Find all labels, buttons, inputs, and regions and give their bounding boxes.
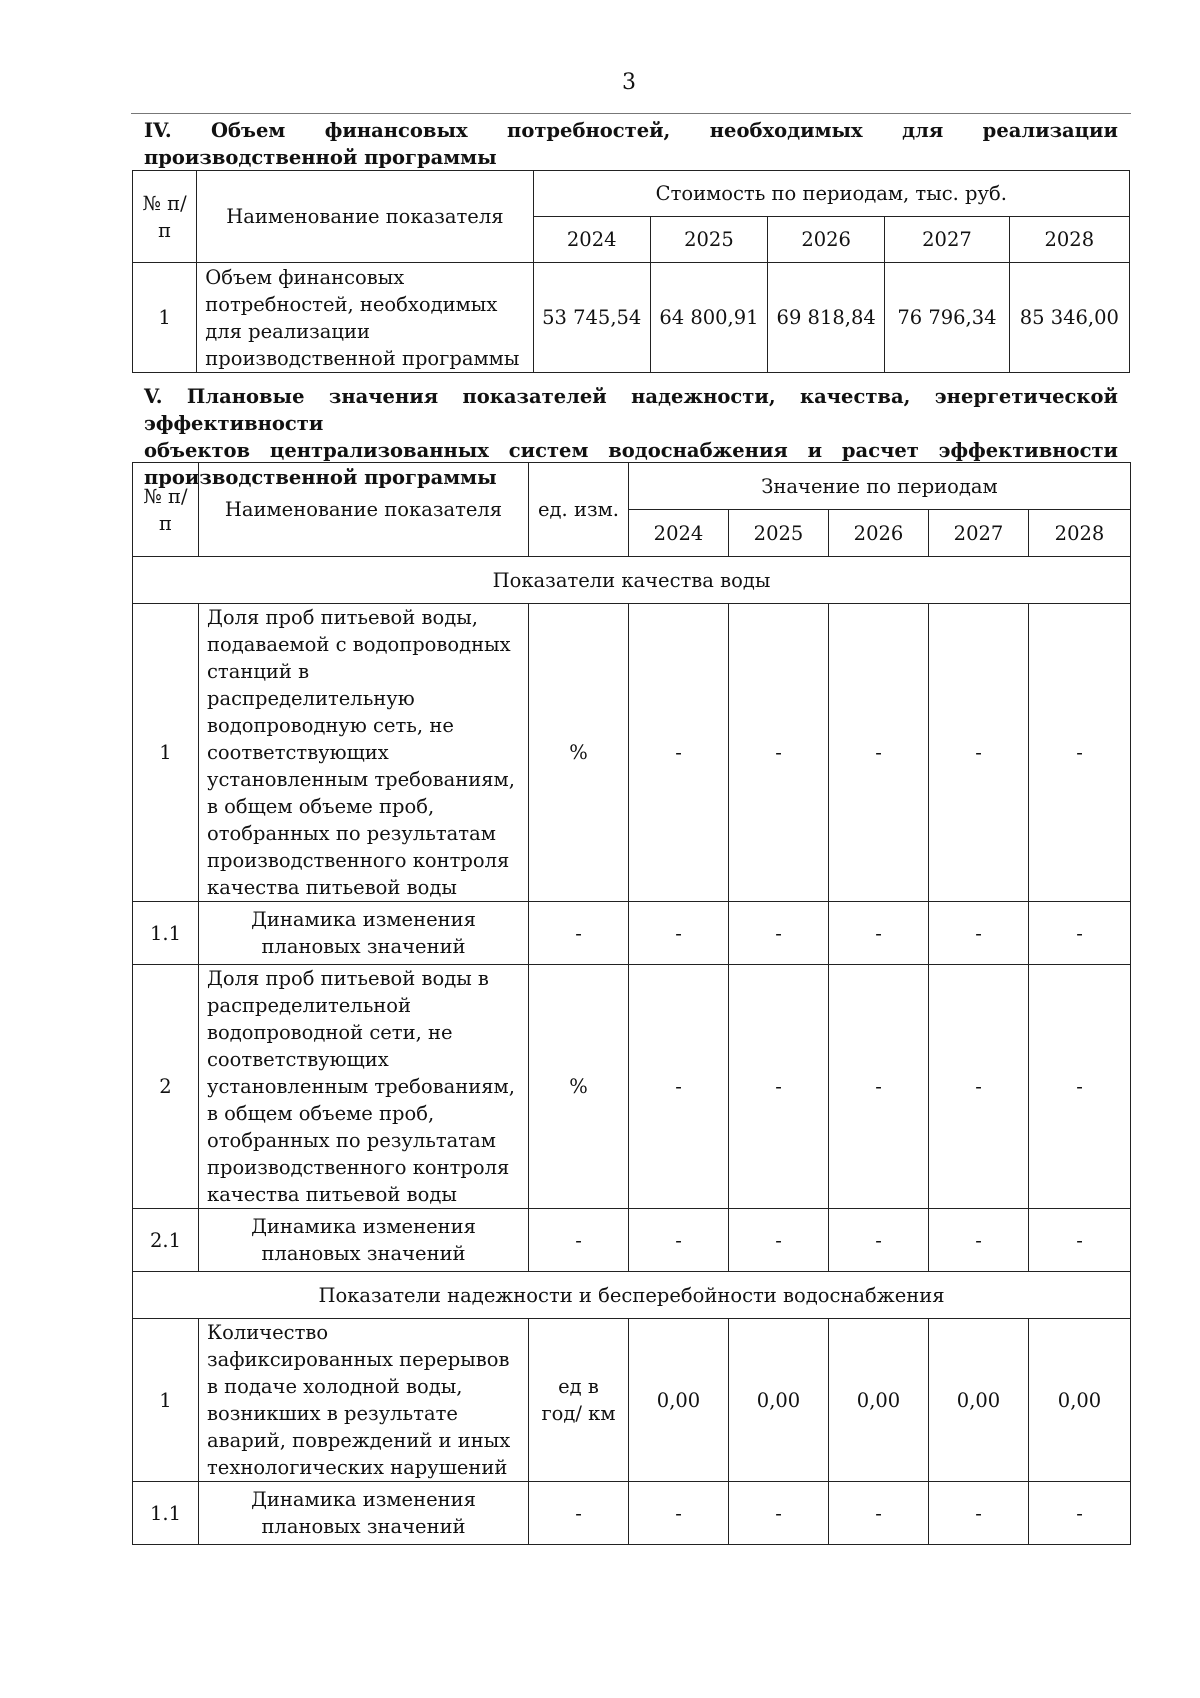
row-unit: - (529, 1209, 629, 1272)
page-number: 3 (622, 70, 636, 95)
row-value: - (929, 965, 1029, 1209)
row-name: Доля проб питьевой воды в распределительной водопроводной сети, не соответствующих установленным требованиям, в общем объеме проб, отобранных по результатам производственного контроля качества питьевой воды (199, 965, 529, 1209)
row-value: - (929, 1482, 1029, 1545)
row-value: - (929, 604, 1029, 902)
row-value: - (1029, 1209, 1131, 1272)
row-num: 1 (133, 1319, 199, 1482)
table-row (133, 1482, 1131, 1545)
section-5-title-line3: производственной программы (144, 466, 497, 489)
row-value: - (929, 902, 1029, 965)
row-value: 53 745,54 (533, 263, 650, 373)
row-value: - (629, 1209, 729, 1272)
row-value: - (729, 1482, 829, 1545)
indicators-table (132, 462, 1131, 1545)
row-name: Динамика изменения плановых значений (199, 902, 529, 965)
header-year: 2027 (885, 217, 1009, 263)
row-value: - (729, 1209, 829, 1272)
table-row (133, 1209, 1131, 1272)
header-num: № п/п (133, 171, 197, 263)
row-num: 1.1 (133, 1482, 199, 1545)
table-row (133, 902, 1131, 965)
table-row (133, 1319, 1131, 1482)
row-value: - (729, 604, 829, 902)
header-year: 2027 (929, 510, 1029, 557)
row-value: - (1029, 1482, 1131, 1545)
row-num: 1 (133, 604, 199, 902)
row-value: 69 818,84 (768, 263, 885, 373)
row-value: 0,00 (929, 1319, 1029, 1482)
header-year: 2024 (629, 510, 729, 557)
row-name: Доля проб питьевой воды, подаваемой с водопроводных станций в распределительную водопроводную сеть, не соответствующих установленным требованиям, в общем объеме проб, отобранных по результатам производственного контроля качества питьевой воды (199, 604, 529, 902)
row-value: - (1029, 965, 1131, 1209)
row-value: - (729, 902, 829, 965)
header-year: 2028 (1029, 510, 1131, 557)
row-value: - (629, 902, 729, 965)
row-name: Объем финансовых потребностей, необходимых для реализации производственной программы (197, 263, 533, 373)
row-value: - (829, 604, 929, 902)
header-periods: Значение по периодам (629, 463, 1131, 510)
row-value: 0,00 (829, 1319, 929, 1482)
row-value: 85 346,00 (1009, 263, 1129, 373)
section-5-title-line2: объектов централизованных систем водоснабжения и расчет эффективности (144, 439, 1118, 462)
row-name: Количество зафиксированных перерывов в подаче холодной воды, возникших в результате аварий, повреждений и иных технологических нарушений (199, 1319, 529, 1482)
table-row (133, 604, 1131, 902)
header-unit: ед. изм. (529, 463, 629, 557)
row-value: - (1029, 902, 1131, 965)
header-name: Наименование показателя (197, 171, 533, 263)
row-unit: % (529, 604, 629, 902)
table-row (133, 263, 1130, 373)
header-year: 2025 (729, 510, 829, 557)
row-unit: - (529, 902, 629, 965)
row-value: 0,00 (729, 1319, 829, 1482)
header-year: 2025 (650, 217, 767, 263)
row-value: - (929, 1209, 1029, 1272)
row-num: 2.1 (133, 1209, 199, 1272)
row-num: 2 (133, 965, 199, 1209)
group-title-reliability: Показатели надежности и бесперебойности водоснабжения (133, 1272, 1131, 1319)
row-value: - (629, 965, 729, 1209)
row-value: - (629, 604, 729, 902)
row-value: - (629, 1482, 729, 1545)
header-rule (131, 113, 1131, 114)
row-value: - (1029, 604, 1131, 902)
row-value: - (829, 1482, 929, 1545)
row-num: 1.1 (133, 902, 199, 965)
row-unit: - (529, 1482, 629, 1545)
row-unit: % (529, 965, 629, 1209)
row-value: 64 800,91 (650, 263, 767, 373)
section-4-title: IV. Объем финансовых потребностей, необходимых для реализации производственной программы (144, 119, 1118, 169)
header-year: 2026 (768, 217, 885, 263)
row-name: Динамика изменения плановых значений (199, 1482, 529, 1545)
row-value: - (829, 902, 929, 965)
header-year: 2026 (829, 510, 929, 557)
row-value: 76 796,34 (885, 263, 1009, 373)
section-5-title-line1: V. Плановые значения показателей надежности, качества, энергетической эффективности (144, 385, 1118, 435)
header-periods: Стоимость по периодам, тыс. руб. (533, 171, 1129, 217)
row-value: 0,00 (629, 1319, 729, 1482)
table-row (133, 965, 1131, 1209)
row-value: - (829, 965, 929, 1209)
header-year: 2024 (533, 217, 650, 263)
header-name: Наименование показателя (199, 463, 529, 557)
financial-needs-table (132, 170, 1130, 373)
row-value: - (829, 1209, 929, 1272)
row-value: 0,00 (1029, 1319, 1131, 1482)
group-title-quality: Показатели качества воды (133, 557, 1131, 604)
row-num: 1 (133, 263, 197, 373)
header-year: 2028 (1009, 217, 1129, 263)
row-value: - (729, 965, 829, 1209)
row-name: Динамика изменения плановых значений (199, 1209, 529, 1272)
row-unit: ед в год/ км (529, 1319, 629, 1482)
header-num: № п/п (133, 463, 199, 557)
